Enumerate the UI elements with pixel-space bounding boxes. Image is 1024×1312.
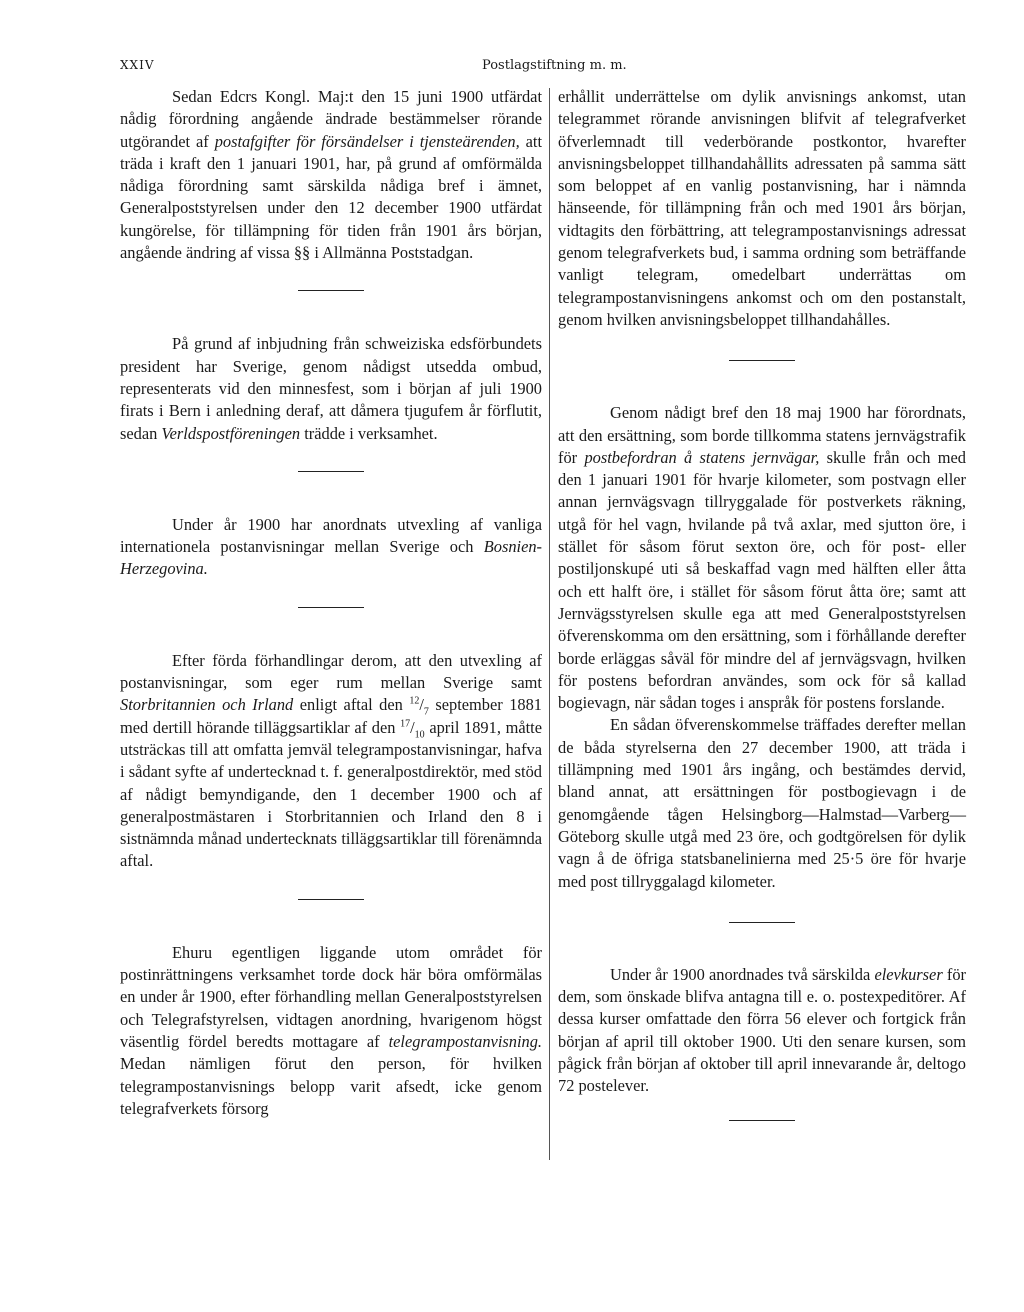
section-divider (729, 922, 795, 923)
fraction-denominator: 10 (414, 728, 425, 740)
fraction-denominator: 7 (423, 706, 429, 718)
paragraph-overenskommelse (558, 714, 966, 892)
section-divider (298, 290, 364, 291)
paragraph-text: Under år 1900 anordnades två särskilda (610, 964, 875, 984)
paragraph-text: Efter förda förhandlingar derom, att den utvexling af postanvisningar, som eger rum mellan Sverige samt (120, 650, 542, 693)
paragraph-text: Sedan Edcrs Kongl. Maj:t den 15 juni 1900 utfärdat nådig förordning angående ändrade bestämmelser rörande utgörandet af (120, 87, 542, 151)
fraction-numerator: 17 (400, 718, 411, 730)
paragraph-text: Genom nådigt bref den 18 maj 1900 har förordnats, att den ersättning, som borde tillkomma statens jernvägstrafik för (558, 403, 966, 467)
fraction-numerator: 12 (409, 695, 420, 707)
paragraph-verldspost (120, 333, 542, 444)
paragraph-text: En sådan öfverenskommelse träffades derefter mellan de båda styrelserna den 27 december 1900, att träda i tillämpning med 1901 års ingång, och bestämdes dervid, bland annat, att ersättningen för postbogievagn i de genomgående tågen Helsingborg—Halmstad—Varberg—Göteborg skulle utgå med 23 öre, och godtgörelsen för dylik vagn å de öfriga statsbanelinierna med 25·5 öre för hvarje med post tillryggalagd kilometer. (558, 715, 966, 891)
section-divider (298, 607, 364, 608)
paragraph-text: Ehuru egentligen liggande utom området för postinrättningens verksamhet torde dock här böra omförmälas en under år 1900, efter förhandling mellan Generalpoststyrelsen och Telegrafstyrelsen, vidtagen anordning, hvarigenom högst väsentlig fördel beredts mottagare af (120, 942, 542, 1051)
paragraph-telegrampostanvisning (120, 942, 542, 1120)
paragraph-text: Under år 1900 har anordnats utvexling af vanliga internationela postanvisningar mellan Sverige och (120, 514, 542, 557)
paragraph-text: Medan nämligen förut den person, för hvilken telegrampostanvisnings belopp varit afsedt, icke genom telegrafverkets försorg (120, 1054, 542, 1118)
paragraph-text: skulle från och med den 1 januari 1901 för hvarje kilometer, som postvagn eller annan jernvägsvagn tillryggalade för postverkets räkning, utgå för hel vagn, hvilande på två axlar, med sjutton öre, i stället för såsom förut sexton öre, och för post- eller postiljonskupé uti så beskaffad vagn med hälften eller åtta och ett halft öre, i stället för såsom förut åtta öre; samt att Jernvägsstyrelsen skulle ega att med Generalpoststyrelsen öfverenskomma om den ersättning, som i förhållande derefter borde erläggas såväl för mindre del af jernvägsvagn, hvilken för postens befordran användes, som ock för så kallad bogievagn, när sådan toges i anspråk för postens forslande. (558, 447, 966, 713)
paragraph-text: enligt aftal den (293, 695, 410, 715)
page-number: XXIV (120, 58, 155, 72)
column-rule (549, 88, 550, 1160)
emphasis-text: elevkurser (874, 964, 943, 984)
section-divider (298, 899, 364, 900)
running-title: Postlagstiftning m. m. (482, 58, 627, 73)
section-divider (729, 360, 795, 361)
paragraph-text: för dem, som önskade blifva antagna till e. o. postexpeditörer. Af dessa kurser omfattade den förra 56 elever och fortgick från början af april till oktober 1900. Uti den senare kursen, som pågick från början af oktober till april innevarande år, deltogo 72 postelever. (558, 964, 966, 1096)
paragraph-bosnien (120, 514, 542, 581)
paragraph-text: trädde i verksamhet. (300, 423, 438, 443)
emphasis-text: telegrampostanvisning. (388, 1031, 542, 1051)
paragraph-text: att träda i kraft den 1 januari 1901, har, på grund af omförmälda nådiga förordning samt särskilda nådiga bref i ämnet, Generalpoststyrelsen under den 12 december 1900 utfärdat kungörelse, för tillämpning för tiden från 1901 års början, angående ändring af vissa §§ i Allmänna Poststadgan. (120, 131, 543, 263)
paragraph-storbritannien: Efter förda förhandlingar derom, att den utvexling af postanvisningar, som eger rum mellan Sverige samt Storbritannien och Irland enligt aftal den $^{12}/_7$ september 1881 med dertill hörande tilläggsartiklar af den $^{17}/_{10}$ april 1891, måtte utsträckas till att omfatta jemväl telegrampostanvisningar, hafva i sådant syfte af undertecknad t. f. generalpostdirektör, med stöd af nådigt bemyndigande, den 1 december 1900 och af generalpostmästaren i Storbritannien och Irland den 8 i sistnämnda månad undertecknats tilläggsartiklar till förenämnda aftal. (120, 650, 543, 871)
emphasis-text: Storbritannien och Irland (120, 695, 294, 715)
emphasis-text: Bosnien-Herzegovina. (120, 537, 542, 579)
section-divider (298, 471, 364, 472)
left-column (120, 86, 542, 1120)
paragraph-text: På grund af inbjudning från schweiziska edsförbundets president har Sverige, genom nådigst utsedda ombud, representerats vid den minnesfest, som i början af juli 1900 firats i Bern i anledning deraf, att dåmera tjugufem år förflutit, sedan (120, 334, 542, 443)
paragraph-tjensteforsandelser (120, 86, 542, 264)
emphasis-text: Verldspostföreningen (161, 423, 301, 443)
section-divider (729, 1120, 795, 1121)
paragraph-text: april 1891, måtte utsträckas till att omfatta jemväl telegrampostanvisningar, hafva i sådant syfte af undertecknad t. f. generalpostdirektör, med stöd af nådigt bemyndigande, den 1 december 1900 och af generalpostmästaren i Storbritannien och Irland den 8 i sistnämnda månad undertecknats tilläggsartiklar till förenämnda aftal. (120, 717, 542, 871)
paragraph-elevkurser (558, 964, 966, 1098)
paragraph-text: erhållit underrättelse om dylik anvisnings ankomst, utan telegrammet rörande anvisningen blifvit af telegrafverket öfverlemnadt till vederbörande postkontor, hvarefter anvisningsbeloppet tillhandahållits adressaten på samma sätt som beloppet af en vanlig postanvisning, har i nämnda hänseende, för tillämpning från och med 1901 års början, vidtagits den förbättring, att telegrampostanvisnings adressat genom telegrafverkets bud, i samma ordning som beträffande vanligt telegram, omedelbart underrättas om telegrampostanvisningens ankomst och om den postanstalt, genom hvilken anvisningsbeloppet tillhandahålles. (558, 87, 966, 329)
paragraph-continuation (558, 86, 966, 331)
paragraph-postbefordran (558, 402, 966, 714)
emphasis-text: postafgifter för försändelser i tjensteärenden, (214, 131, 520, 151)
emphasis-text: postbefordran å statens jernvägar, (584, 447, 820, 467)
right-column (558, 86, 966, 1121)
paragraph-text: september 1881 med dertill hörande tilläggsartiklar af den (120, 695, 543, 737)
